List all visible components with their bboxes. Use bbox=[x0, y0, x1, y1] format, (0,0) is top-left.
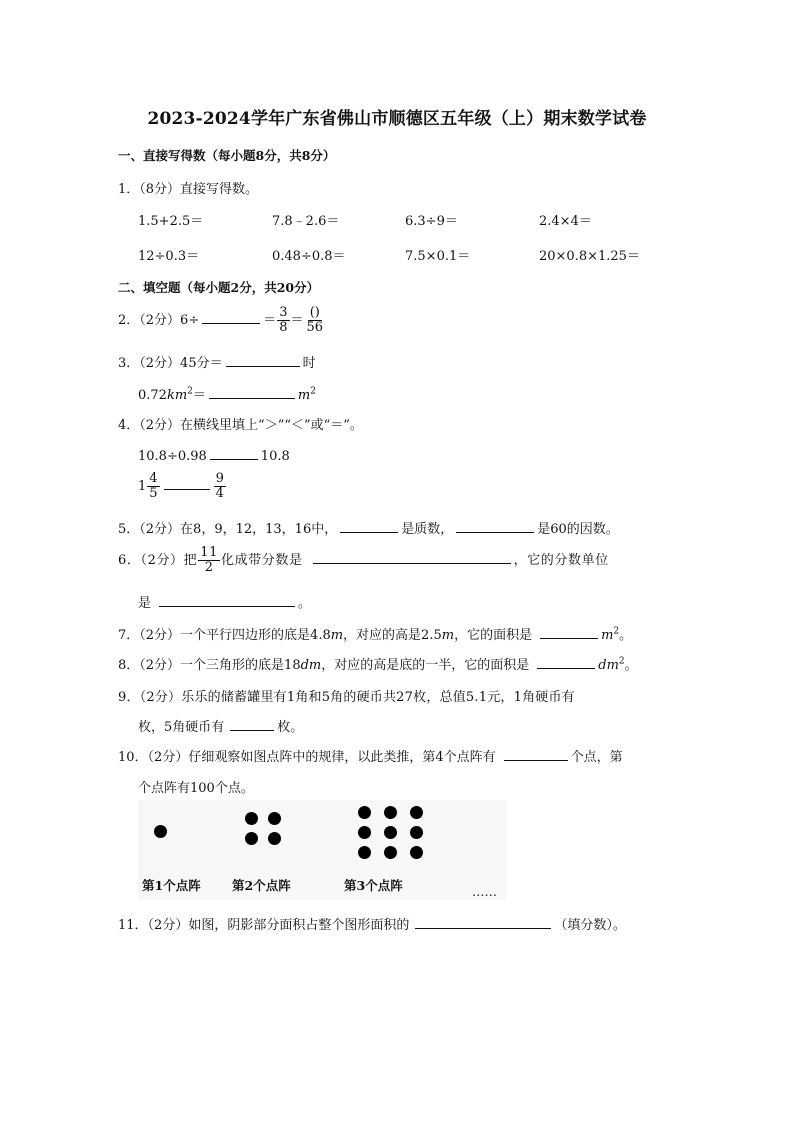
q4-a-blank[interactable] bbox=[210, 446, 258, 460]
q10-line1-a: 10．（2分）仔细观察如图点阵中的规律，以此类推，第4个点阵有 bbox=[118, 750, 496, 765]
q1-item: 6.3÷9＝ bbox=[405, 214, 458, 229]
q3-unit-m: m bbox=[297, 388, 311, 403]
q6-fraction: $\frac{11}{2}$ bbox=[200, 545, 218, 575]
dot bbox=[384, 806, 397, 819]
q4-b-fraction: $\frac{4}{5}$ bbox=[149, 471, 158, 501]
q8-text2: ，对应的高是底的一半，它的面积是 bbox=[321, 658, 530, 673]
q3-blank-2[interactable] bbox=[209, 385, 295, 399]
q1-item: 2.4×4＝ bbox=[539, 214, 592, 229]
dot bbox=[410, 806, 423, 819]
q1-stem: 1．（8分）直接写得数。 bbox=[118, 182, 259, 197]
q2-fraction-2: $\frac{()}{56}$ bbox=[306, 305, 324, 335]
q5 bbox=[118, 518, 619, 537]
q6-suffix: ，它的分数单位 bbox=[513, 553, 609, 568]
q3-line1 bbox=[118, 352, 316, 371]
section2-heading: 二、填空题（每小题2分，共20分） bbox=[118, 280, 320, 295]
q8-unit3: dm bbox=[598, 658, 619, 673]
q9-line2 bbox=[138, 716, 303, 735]
ellipsis: …… bbox=[472, 884, 497, 899]
q8-blank[interactable] bbox=[537, 655, 595, 669]
q1-item: 12÷0.3＝ bbox=[138, 249, 200, 264]
q5-suffix: 是60的因数。 bbox=[537, 522, 619, 537]
q4-b-whole: 1 bbox=[138, 479, 147, 494]
q1-item: 7.5×0.1＝ bbox=[405, 249, 471, 264]
q6-line2-prefix: 是 bbox=[138, 596, 152, 611]
q7-exp: 2 bbox=[613, 626, 620, 637]
q5-mid: 是质数， bbox=[401, 522, 454, 537]
q10-line1-b: 个点，第 bbox=[570, 750, 623, 765]
q6-blank-1[interactable] bbox=[313, 550, 511, 564]
dot bbox=[384, 826, 397, 839]
q10-line2: 个点阵有100个点。 bbox=[138, 781, 254, 796]
q4-b bbox=[138, 472, 227, 501]
q7 bbox=[118, 624, 632, 643]
q8-exp: 2 bbox=[618, 656, 625, 667]
q8-unit1: dm bbox=[300, 658, 322, 673]
q3-value: 0.72 bbox=[138, 388, 167, 403]
dot bbox=[410, 846, 423, 859]
q2-answer-blank[interactable] bbox=[202, 310, 260, 324]
q6-line1 bbox=[118, 546, 609, 575]
q6-mid: 化成带分数是 bbox=[221, 553, 303, 568]
q7-end: 。 bbox=[619, 628, 633, 643]
dot bbox=[410, 826, 423, 839]
q8-text1: 8．（2分）一个三角形的底是18 bbox=[118, 658, 301, 673]
q10-blank[interactable] bbox=[504, 747, 568, 761]
q1-item: 1.5+2.5＝ bbox=[138, 214, 204, 229]
q11-suffix: （填分数）。 bbox=[554, 918, 626, 933]
q3-eq: ＝ bbox=[192, 388, 206, 403]
q3-prefix: 3．（2分）45分＝ bbox=[118, 356, 223, 371]
q3-unit: 时 bbox=[302, 356, 316, 371]
q2-fraction-1: $\frac{3}{8}$ bbox=[279, 305, 288, 335]
q9-blank[interactable] bbox=[230, 717, 274, 731]
q6-line2-suffix: 。 bbox=[298, 596, 312, 611]
q5-blank-2[interactable] bbox=[456, 519, 534, 533]
q10-line1 bbox=[118, 746, 623, 765]
q4-a bbox=[138, 446, 290, 464]
q1-item: 7.8﹣2.6＝ bbox=[272, 214, 340, 229]
q4-stem: 4．（2分）在横线里填上“＞”“＜”或“＝”。 bbox=[118, 418, 363, 433]
q6-line2 bbox=[138, 592, 311, 611]
q2-eq: ＝ bbox=[263, 313, 277, 328]
q5-blank-1[interactable] bbox=[340, 519, 398, 533]
q3-exp: 2 bbox=[187, 386, 193, 397]
q7-unit2: m bbox=[441, 628, 455, 643]
q1-item: 0.48÷0.8＝ bbox=[272, 249, 346, 264]
q7-text1: 7．（2分）一个平行四边形的底是4.8 bbox=[118, 628, 331, 643]
q11 bbox=[118, 914, 626, 933]
q11-prefix: 11．（2分）如图，阴影部分面积占整个图形面积的 bbox=[118, 918, 410, 933]
page-title: 2023-2024学年广东省佛山市顺德区五年级（上）期末数学试卷 bbox=[147, 109, 647, 129]
q7-unit3: m bbox=[601, 628, 614, 643]
q9-line2-a: 枚，5角硬币有 bbox=[138, 720, 225, 735]
dot-pattern-figure bbox=[138, 800, 506, 900]
q8 bbox=[118, 654, 638, 673]
q4-b-blank[interactable] bbox=[164, 476, 210, 490]
q6-blank-2[interactable] bbox=[159, 593, 295, 607]
q3-unit-km: km bbox=[166, 388, 188, 403]
q6-prefix: 6．（2分）把 bbox=[118, 553, 198, 568]
dot bbox=[154, 825, 167, 838]
dot bbox=[245, 832, 258, 845]
section1-heading: 一、直接写得数（每小题8分，共8分） bbox=[118, 148, 336, 163]
dot bbox=[268, 832, 281, 845]
dot-pattern-label: 第2个点阵 bbox=[232, 878, 291, 893]
dot bbox=[268, 812, 281, 825]
q8-end: 。 bbox=[624, 658, 638, 673]
q1-item: 20×0.8×1.25＝ bbox=[539, 249, 640, 264]
q11-blank[interactable] bbox=[415, 915, 551, 929]
dot-pattern-label: 第3个点阵 bbox=[344, 878, 403, 893]
q3-exp2: 2 bbox=[310, 386, 316, 397]
q3-line2 bbox=[138, 384, 316, 403]
q4-a-left: 10.8÷0.98 bbox=[138, 449, 207, 464]
q3-blank-1[interactable] bbox=[226, 353, 300, 367]
dot bbox=[384, 846, 397, 859]
q7-text2: ，对应的高是2.5 bbox=[343, 628, 442, 643]
dot-pattern-label: 第1个点阵 bbox=[142, 878, 201, 893]
q2-eq2: ＝ bbox=[290, 313, 304, 328]
q2 bbox=[118, 306, 326, 335]
dot bbox=[358, 846, 371, 859]
q9-line2-b: 枚。 bbox=[277, 720, 304, 735]
dot bbox=[358, 826, 371, 839]
q4-b-right-fraction: $\frac{9}{4}$ bbox=[215, 471, 224, 501]
q7-unit1: m bbox=[330, 628, 344, 643]
q4-a-right: 10.8 bbox=[260, 449, 290, 464]
q9-line1: 9．（2分）乐乐的储蓄罐里有1角和5角的硬币共27枚，总值5.1元，1角硬币有 bbox=[118, 690, 575, 705]
q5-prefix: 5．（2分）在8，9，12，13，16中， bbox=[118, 522, 338, 537]
dot bbox=[245, 812, 258, 825]
q7-text3: ，它的面积是 bbox=[454, 628, 533, 643]
q2-prefix: 2．（2分）6÷ bbox=[118, 313, 200, 328]
dot bbox=[358, 806, 371, 819]
q7-blank[interactable] bbox=[540, 625, 598, 639]
